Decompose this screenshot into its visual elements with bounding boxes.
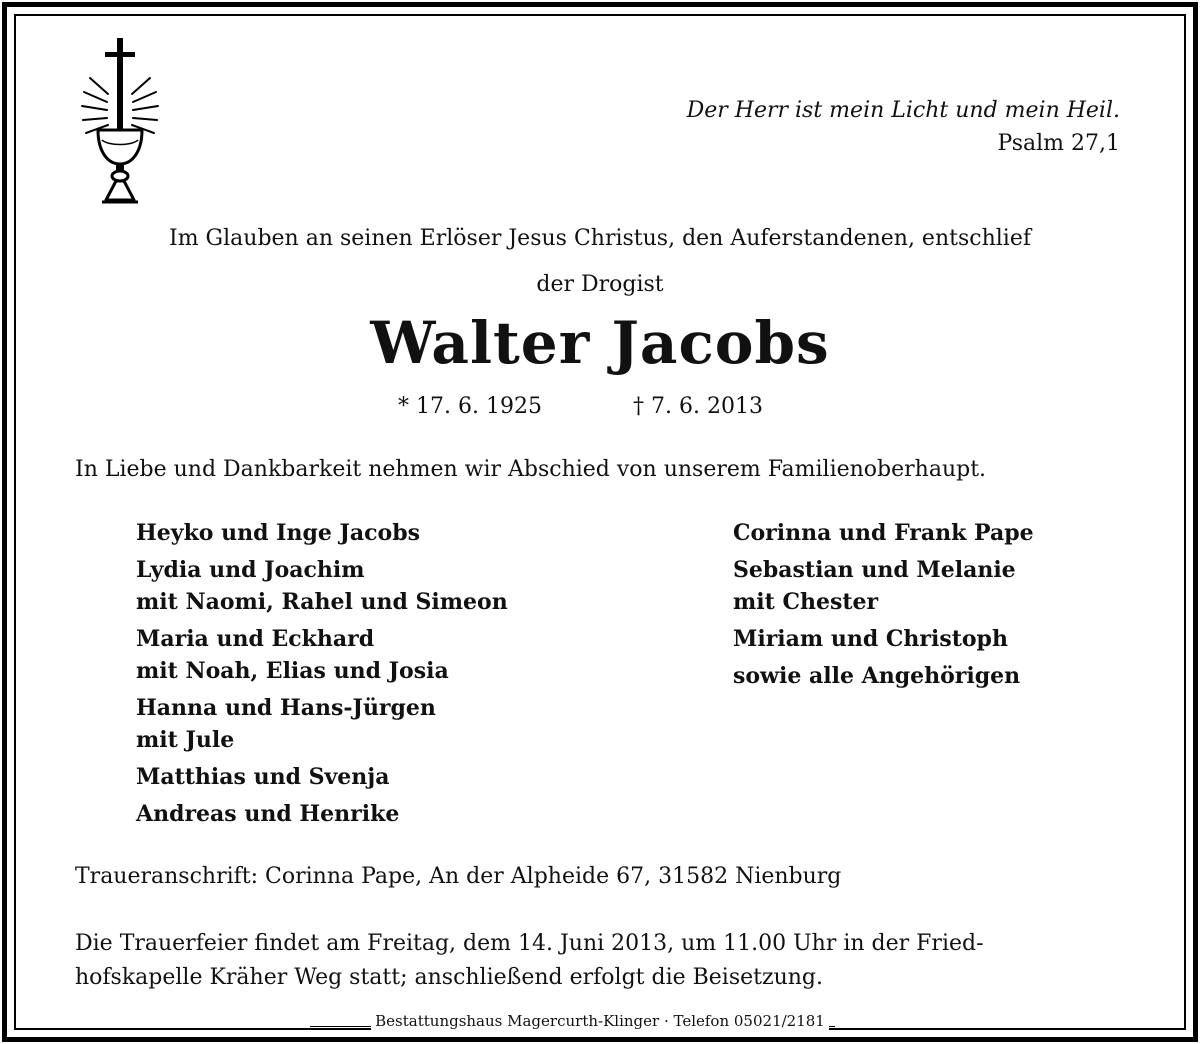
mourner-group [733,623,1034,655]
mourner-group [136,623,508,687]
mourner-line: Andreas und Henrike [136,801,400,827]
mourner-line: Maria und Eckhard [136,626,375,652]
mourner-line: mit Jule [136,727,235,753]
farewell-sentence: In Liebe und Dankbarkeit nehmen wir Abschied von unserem Familienoberhaupt. [75,457,987,482]
mourner-group [733,554,1034,618]
mourner-line: Hanna und Hans-Jürgen [136,695,436,721]
mourner-line: Matthias und Svenja [136,764,390,790]
mourners-right-column [733,517,1034,697]
mourner-line: Lydia und Joachim [136,557,365,583]
mourner-group [136,761,508,793]
funeral-home-footer: Bestattungshaus Magercurth-Klinger · Telefon 05021/2181 [371,1012,829,1030]
mourner-group [136,517,508,549]
mourner-line: Heyko und Inge Jacobs [136,520,421,546]
mourner-group [733,517,1034,549]
mourning-address: Traueranschrift: Corinna Pape, An der Alpheide 67, 31582 Nienburg [75,864,842,889]
mourner-line: Sebastian und Melanie [733,557,1016,583]
birth-date: * 17. 6. 1925 [398,394,542,419]
mourner-line: mit Naomi, Rahel und Simeon [136,589,508,615]
footer [0,1011,1200,1030]
ceremony-line: hofskapelle Kräher Weg statt; anschließend erfolgt die Beisetzung. [75,965,823,990]
profession: der Drogist [536,272,664,297]
ceremony-details [75,927,984,995]
mourner-line: sowie alle Angehörigen [733,663,1021,689]
mourner-group [733,660,1034,692]
death-date: † 7. 6. 2013 [633,394,763,419]
intro-sentence: Im Glauben an seinen Erlöser Jesus Christus, den Auferstandenen, entschlief [169,226,1031,251]
verse-reference: Psalm 27,1 [997,131,1120,156]
bible-verse: Der Herr ist mein Licht und mein Heil. [686,98,1120,123]
mourner-line: mit Chester [733,589,879,615]
mourner-group [136,554,508,618]
deceased-name: Walter Jacobs [370,309,830,377]
mourner-line: Miriam und Christoph [733,626,1008,652]
mourner-line: mit Noah, Elias und Josia [136,658,449,684]
ceremony-line: Die Trauerfeier findet am Freitag, dem 14. Juni 2013, um 11.00 Uhr in der Fried- [75,931,984,956]
mourner-line: Corinna und Frank Pape [733,520,1034,546]
mourner-group [136,692,508,756]
cross-chalice-rays-icon [80,36,160,206]
mourners-left-column [136,517,508,835]
mourner-group [136,798,508,830]
